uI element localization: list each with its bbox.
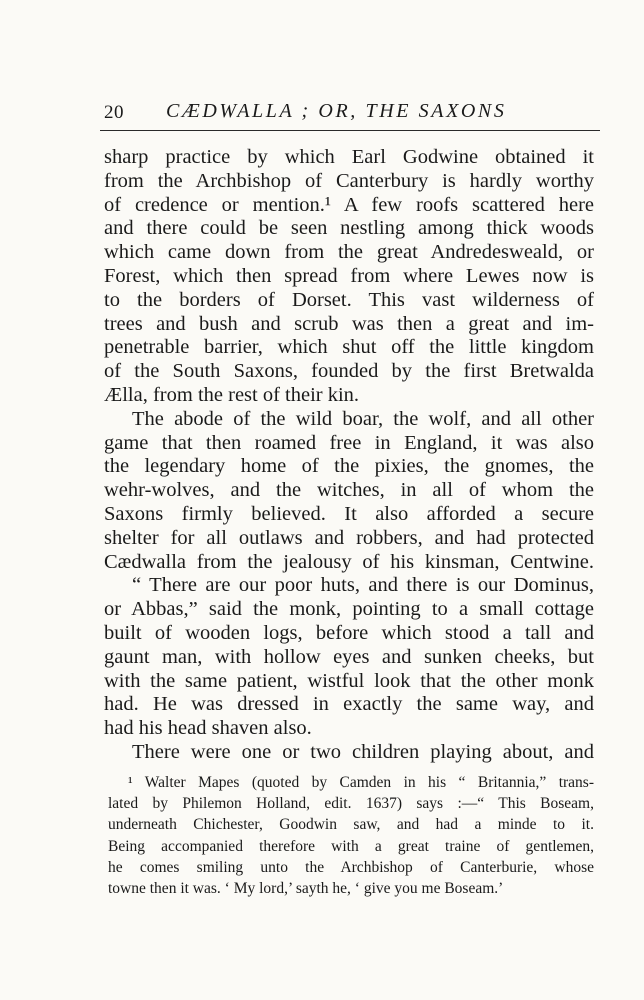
footnote-line: towne then it was. ‘ My lord,’ sayth he, ‘ give you me Boseam.’ <box>108 880 504 898</box>
footnote-line: ¹ Walter Mapes (quoted by Camden in his “ Britannia,” trans- <box>128 774 594 791</box>
body-line: wehr-wolves, and the witches, in all of whom the <box>104 479 594 502</box>
body-line: “ There are our poor huts, and there is our Dominus, <box>132 574 594 597</box>
body-line: penetrable barrier, which shut off the little kingdom <box>104 336 594 359</box>
footnote-line: underneath Chichester, Goodwin saw, and had a minde to it. <box>108 816 594 834</box>
body-line: trees and bush and scrub was then a great and im- <box>104 312 594 335</box>
body-line: had his head shaven also. <box>104 717 312 740</box>
body-line: the legendary home of the pixies, the gnomes, the <box>104 455 594 478</box>
footnote-line: he comes smiling unto the Archbishop of Canterburie, whose <box>108 858 594 876</box>
body-line: of credence or mention.¹ A few roofs scattered here <box>104 193 594 216</box>
body-line: Cædwalla from the jealousy of his kinsman, Centwine. <box>104 550 594 573</box>
footnote <box>108 772 594 899</box>
footnote-line: lated by Philemon Holland, edit. 1637) says :—“ This Boseam, <box>108 795 594 813</box>
body-line: built of wooden logs, before which stood a tall and <box>104 621 594 644</box>
body-line: Forest, which then spread from where Lewes now is <box>104 264 594 287</box>
body-line: Ælla, from the rest of their kin. <box>104 383 360 406</box>
body-line: Saxons firmly believed. It also afforded a secure <box>104 502 594 525</box>
page-number: 20 <box>104 102 124 123</box>
body-line: The abode of the wild boar, the wolf, and all other <box>132 407 594 430</box>
footnote-line: Being accompanied therefore with a great traine of gentlemen, <box>108 837 594 855</box>
body-line: of the South Saxons, founded by the first Bretwalda <box>104 360 594 383</box>
running-header <box>104 100 600 128</box>
body-line: which came down from the great Andredesweald, or <box>104 241 594 264</box>
body-line: game that then roamed free in England, it was also <box>104 431 594 454</box>
body-line: or Abbas,” said the monk, pointing to a small cottage <box>104 598 594 621</box>
body-line: and there could be seen nestling among thick woods <box>104 217 594 240</box>
body-text <box>104 146 594 765</box>
body-line: shelter for all outlaws and robbers, and had protected <box>104 526 594 549</box>
header-rule <box>100 130 600 131</box>
running-title: CÆDWALLA ; OR, THE SAXONS <box>166 100 507 122</box>
body-line: gaunt man, with hollow eyes and sunken cheeks, but <box>104 645 594 668</box>
body-line: from the Archbishop of Canterbury is hardly worthy <box>104 169 594 192</box>
body-line: sharp practice by which Earl Godwine obtained it <box>104 146 594 168</box>
body-line: with the same patient, wistful look that the other monk <box>104 669 594 692</box>
body-line: to the borders of Dorset. This vast wilderness of <box>104 288 594 311</box>
body-line: There were one or two children playing about, and <box>132 740 594 763</box>
body-line: had. He was dressed in exactly the same way, and <box>104 693 594 716</box>
